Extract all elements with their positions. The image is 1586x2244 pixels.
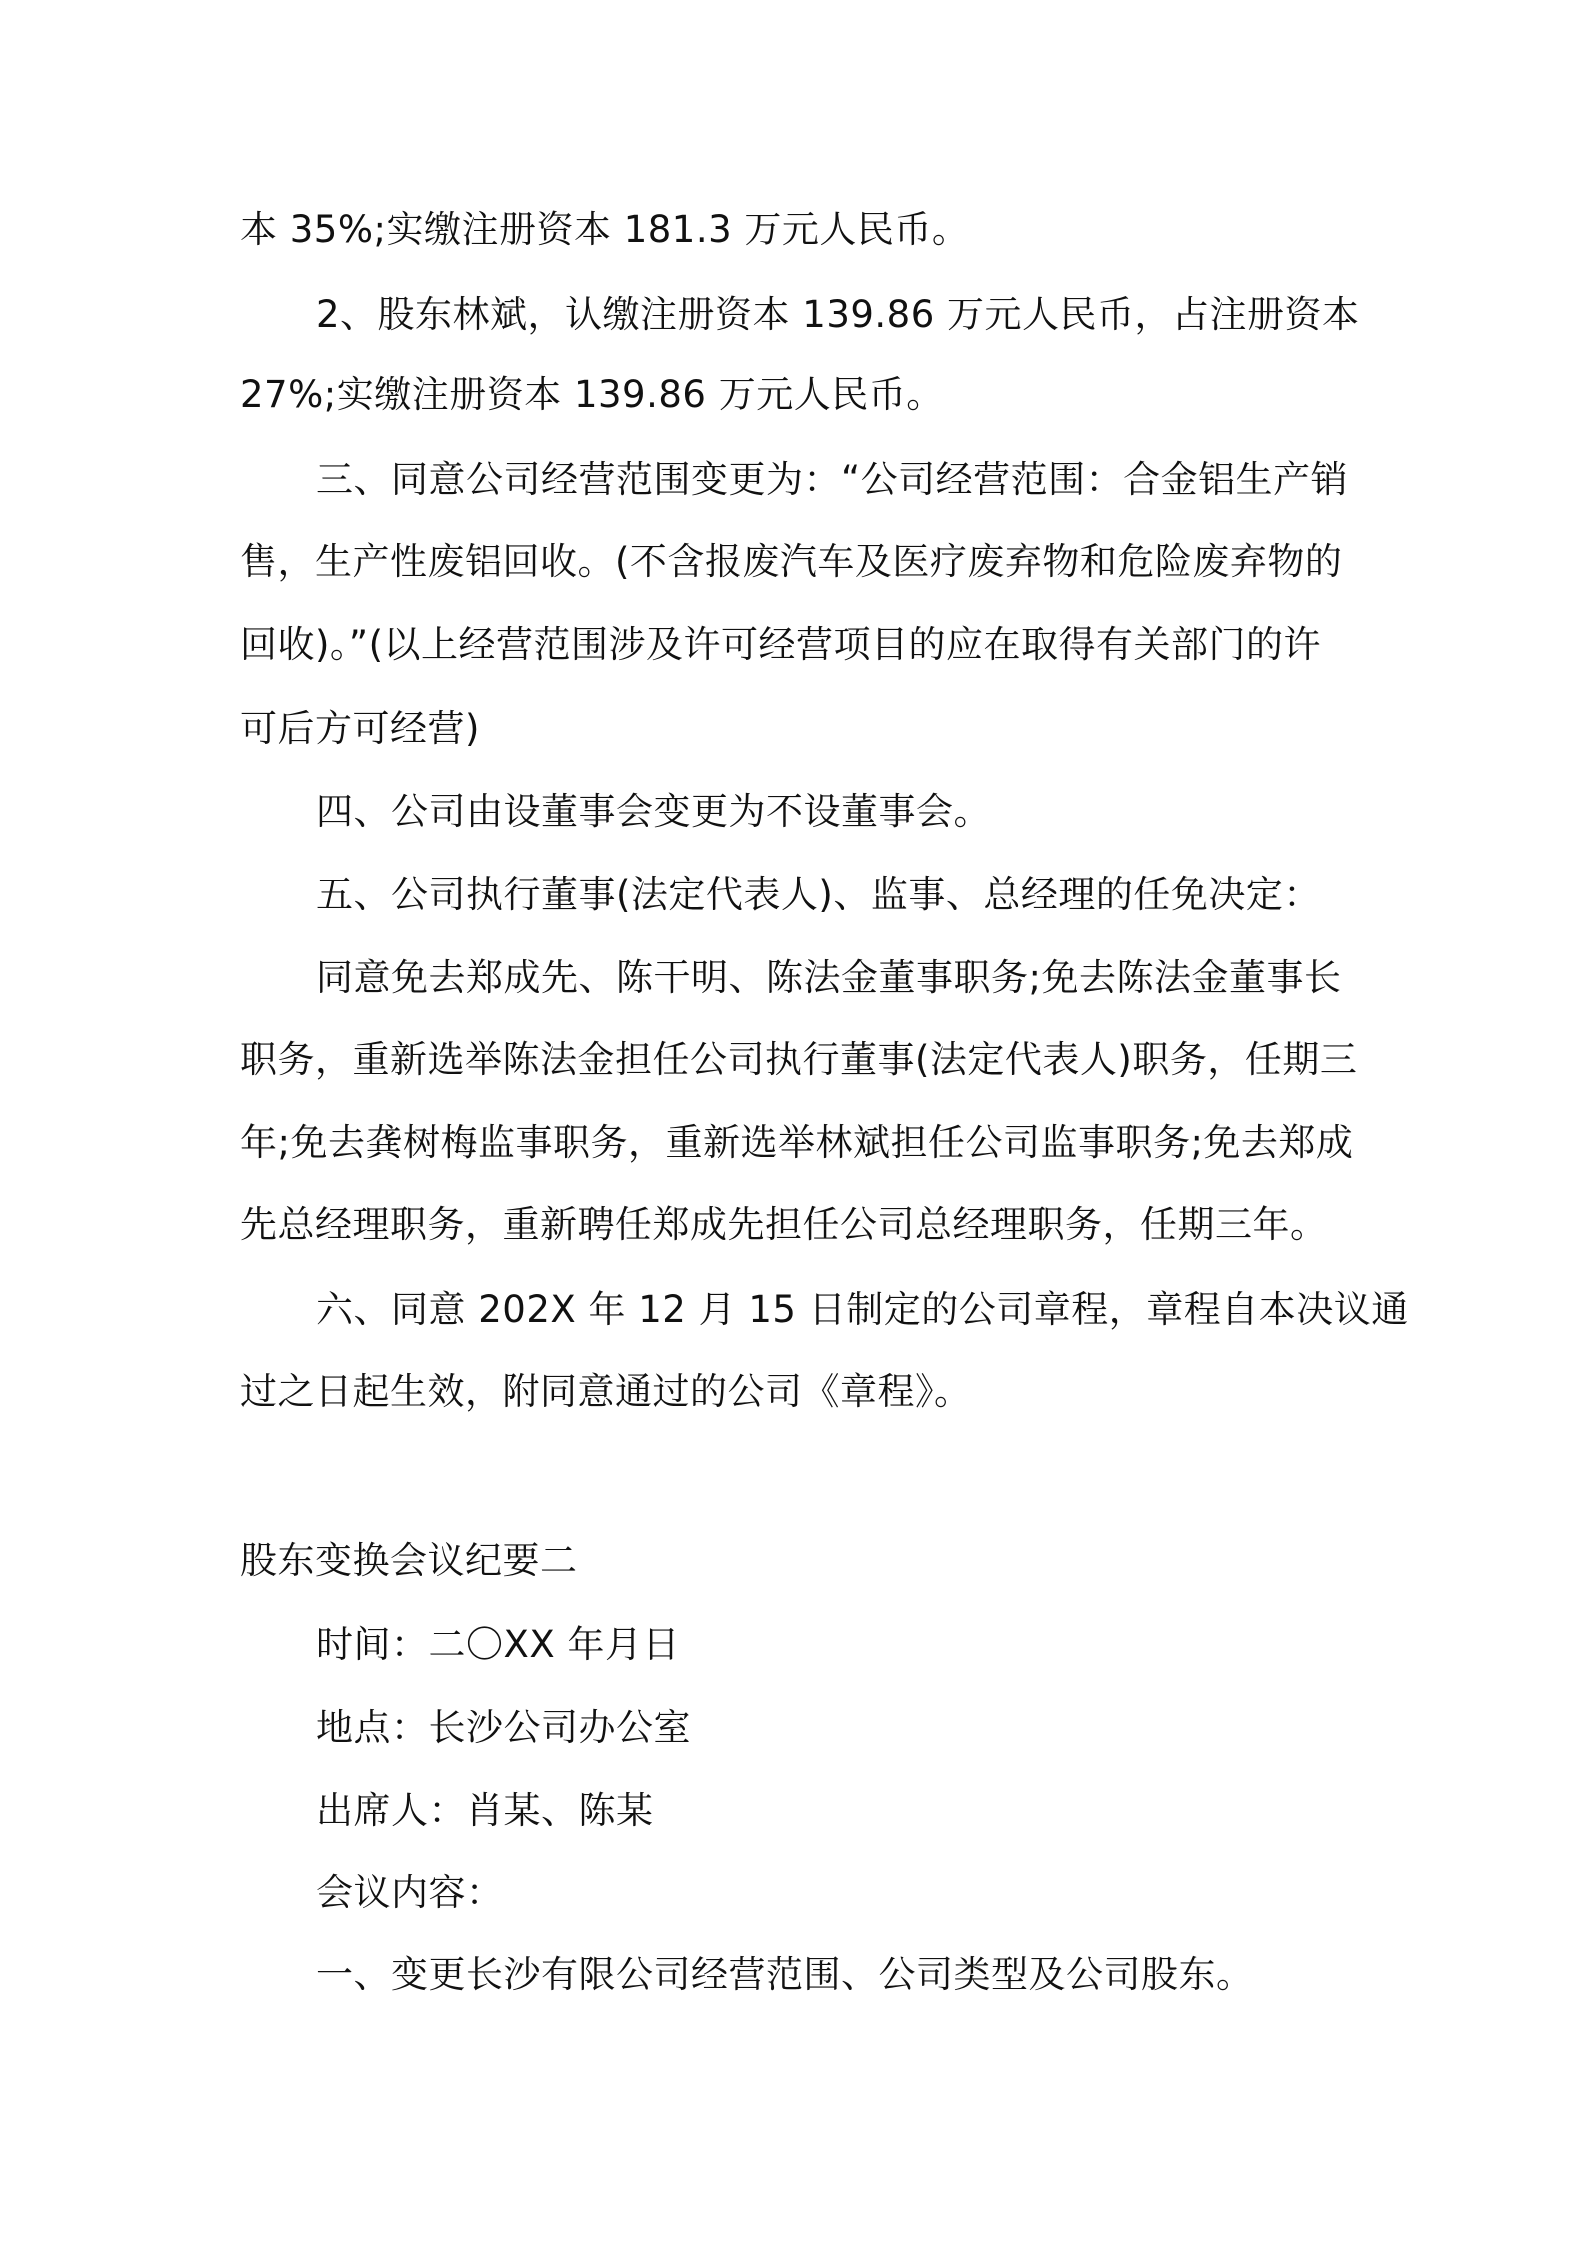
paragraph-line: 可后方可经营) (240, 707, 480, 750)
paragraph-line: 2、股东林斌，认缴注册资本 139.86 万元人民币，占注册资本 (316, 293, 1360, 336)
meeting-attendees: 出席人：肖某、陈某 (316, 1789, 654, 1832)
paragraph-line: 职务，重新选举陈法金担任公司执行董事(法定代表人)职务，任期三 (240, 1038, 1358, 1081)
paragraph-line: 过之日起生效，附同意通过的公司《章程》。 (240, 1370, 972, 1413)
meeting-item-1: 一、变更长沙有限公司经营范围、公司类型及公司股东。 (316, 1953, 1254, 1996)
meeting-place: 地点：长沙公司办公室 (316, 1706, 691, 1749)
paragraph-line: 本 35%;实缴注册资本 181.3 万元人民币。 (240, 208, 970, 251)
paragraph-line: 回收)。”(以上经营范围涉及许可经营项目的应在取得有关部门的许 (240, 623, 1322, 666)
paragraph-line: 售，生产性废铝回收。(不含报废汽车及医疗废弃物和危险废弃物的 (240, 540, 1343, 583)
paragraph-line: 五、公司执行董事(法定代表人)、监事、总经理的任免决定： (316, 873, 1321, 916)
paragraph-line: 27%;实缴注册资本 139.86 万元人民币。 (240, 373, 944, 416)
paragraph-line: 六、同意 202X 年 12 月 15 日制定的公司章程，章程自本决议通 (316, 1288, 1409, 1331)
minutes-title: 股东变换会议纪要二 (240, 1539, 578, 1582)
meeting-content-label: 会议内容： (316, 1871, 504, 1914)
paragraph-line: 年;免去龚树梅监事职务，重新选举林斌担任公司监事职务;免去郑成 (240, 1121, 1354, 1164)
paragraph-line: 四、公司由设董事会变更为不设董事会。 (316, 790, 991, 833)
meeting-time: 时间：二〇XX 年月日 (316, 1623, 680, 1666)
paragraph-line: 同意免去郑成先、陈干明、陈法金董事职务;免去陈法金董事长 (316, 956, 1342, 999)
paragraph-line: 先总经理职务，重新聘任郑成先担任公司总经理职务，任期三年。 (240, 1203, 1328, 1246)
paragraph-line: 三、同意公司经营范围变更为：“公司经营范围：合金铝生产销 (316, 458, 1349, 501)
